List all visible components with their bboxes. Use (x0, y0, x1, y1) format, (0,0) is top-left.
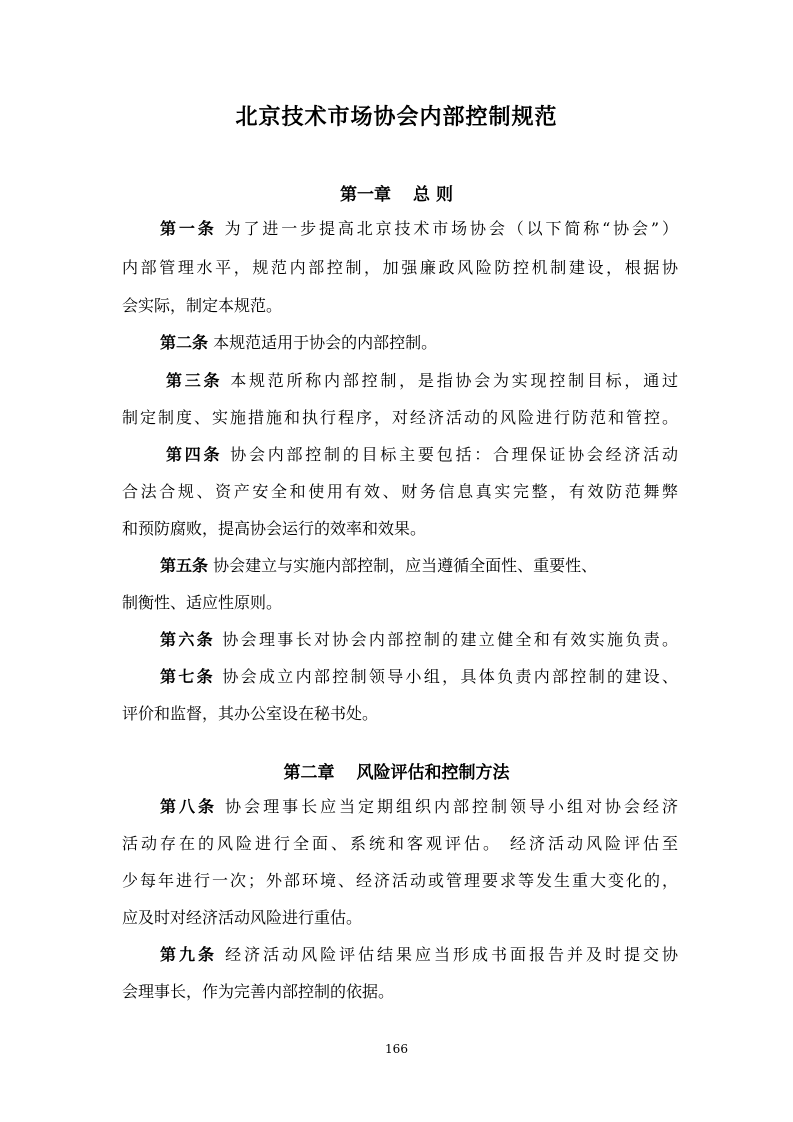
article-3-label: 第三条 (166, 371, 223, 390)
article-8-line-2: 活动存在的风险进行全面、系统和客观评估。 经济活动风险评估至 (122, 834, 678, 853)
article-7-text-1: 协会成立内部控制领导小组，具体负责内部控制的建设、 (222, 667, 678, 686)
document-title: 北京技术市场协会内部控制规范 (235, 105, 558, 130)
article-2-label: 第二条 (160, 333, 209, 352)
article-1-text-1: 为了进一步提高北京技术市场协会（以下简称“协会”） (224, 219, 678, 238)
article-6-text-1: 协会理事长对协会内部控制的建立健全和有效实施负责。 (222, 630, 678, 649)
chapter-2-name: 风险评估和控制方法 (356, 763, 510, 783)
article-2-text-1: 本规范适用于协会的内部控制。 (213, 333, 438, 352)
chapter-1-heading (0, 180, 793, 205)
article-8-label: 第八条 (160, 797, 217, 816)
article-1-line-3: 会实际，制定本规范。 (122, 296, 283, 315)
chapter-2-number: 第二章 (283, 763, 335, 783)
article-1-line-2: 内部管理水平，规范内部控制，加强廉政风险防控机制建设，根据协 (122, 258, 678, 277)
article-7-line-1 (160, 666, 678, 688)
article-4-label: 第四条 (166, 445, 223, 464)
article-5-text-1: 协会建立与实施内部控制，应当遵循全面性、重要性、 (213, 556, 598, 575)
article-8-text-1: 协会理事长应当定期组织内部控制领导小组对协会经济 (225, 797, 678, 816)
chapter-1-number: 第一章 (340, 185, 392, 205)
chapter-2-heading (0, 758, 793, 783)
article-9-line-1 (160, 944, 678, 966)
article-4-line-1 (166, 444, 678, 466)
chapter-1-name: 总 则 (413, 185, 453, 205)
article-4-text-1: 协会内部控制的目标主要包括：合理保证协会经济活动 (230, 445, 678, 464)
article-5-label: 第五条 (160, 556, 209, 575)
article-9-line-2: 会理事长，作为完善内部控制的依据。 (122, 982, 395, 1001)
article-6-label: 第六条 (160, 630, 215, 649)
article-9-text-1: 经济活动风险评估结果应当形成书面报告并及时提交协 (225, 945, 678, 964)
article-7-line-2: 评价和监督，其办公室设在秘书处。 (122, 704, 379, 723)
article-8-line-3: 少每年进行一次；外部环境、经济活动或管理要求等发生重大变化的， (122, 871, 678, 890)
article-1-label: 第一条 (160, 219, 217, 238)
article-3-line-1 (166, 370, 678, 392)
article-4-line-2: 合法合规、资产安全和使用有效、财务信息真实完整，有效防范舞弊 (122, 482, 678, 501)
article-3-text-1: 本规范所称内部控制，是指协会为实现控制目标，通过 (230, 371, 678, 390)
article-1-line-1 (160, 218, 678, 240)
article-8-line-4: 应及时对经济活动风险进行重估。 (122, 908, 363, 927)
article-2-line-1 (160, 332, 678, 354)
article-4-line-3: 和预防腐败，提高协会运行的效率和效果。 (122, 519, 427, 538)
article-5-line-1 (160, 555, 678, 577)
article-5-line-2: 制衡性、适应性原则。 (122, 593, 283, 612)
article-7-label: 第七条 (160, 667, 215, 686)
page-number: 166 (385, 1042, 408, 1056)
article-3-line-2: 制定制度、实施措施和执行程序，对经济活动的风险进行防范和管控。 (122, 408, 678, 427)
article-6-line-1 (160, 629, 678, 651)
article-9-label: 第九条 (160, 945, 217, 964)
article-8-line-1 (160, 796, 678, 818)
